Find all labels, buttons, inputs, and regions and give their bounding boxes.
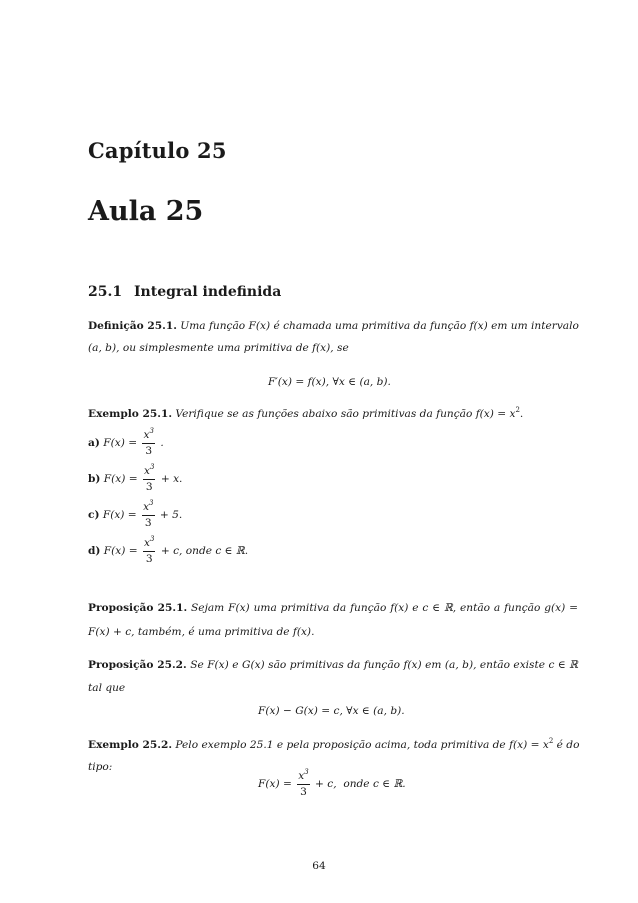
frac-num-sup: 3 [304, 768, 309, 776]
item-label: d) [88, 545, 101, 558]
example2-line2: tipo: [88, 761, 113, 773]
frac-denominator: 3 [300, 785, 307, 798]
prop2-line1 [88, 654, 578, 676]
example1-text-sup: 2 [515, 406, 520, 414]
lesson-title: Aula 25 [88, 196, 204, 227]
example2-line1 [88, 734, 578, 756]
prop1-line1 [88, 597, 578, 619]
frac-numerator: x [143, 429, 150, 441]
item-fraction [142, 499, 154, 529]
example1-item-b [88, 463, 183, 493]
page-number: 64 [312, 860, 326, 872]
item-lhs: F(x) = [102, 509, 137, 522]
frac-numerator: x [144, 537, 150, 549]
example2-sup: 2 [548, 737, 554, 745]
frac-numerator: x [298, 770, 305, 782]
example2-text1: Pelo exemplo 25.1 e pela proposição acima, toda primitiva de f(x) = x [175, 739, 549, 751]
example1-text: Verifique se as funções abaixo são primitivas da função f(x) = x [175, 408, 516, 420]
item-rest: + c, onde c ∈ ℝ. [160, 545, 249, 558]
item-fraction [143, 463, 155, 493]
prop1-label: Proposição 25.1. [88, 602, 188, 614]
example1-item-c [88, 499, 183, 529]
example1-item-a [88, 427, 164, 457]
formula-fraction [297, 768, 309, 798]
frac-num-sup: 3 [150, 463, 155, 471]
frac-denominator: 3 [145, 444, 153, 457]
definition-line2: (a, b), ou simplesmente uma primitiva de f(x), se [88, 342, 349, 354]
frac-denominator: 3 [145, 480, 153, 493]
item-lhs: F(x) = [103, 545, 138, 558]
item-fraction [143, 535, 155, 565]
item-rest: + x. [160, 473, 183, 486]
prop2-text1: Se F(x) e G(x) são primitivas da função f(x) em (a, b), então existe c ∈ ℝ [190, 659, 578, 671]
item-rest: + 5. [159, 509, 183, 522]
definition-text1: Uma função F(x) é chamada uma primitiva da função f(x) em um intervalo [180, 320, 579, 332]
item-label: c) [88, 509, 100, 522]
definition-formula: F′(x) = f(x), ∀x ∈ (a, b). [268, 376, 391, 388]
formula-lhs: F(x) = [258, 778, 292, 791]
frac-num-sup: 3 [149, 427, 154, 435]
item-lhs: F(x) = [103, 437, 138, 450]
item-lhs: F(x) = [103, 473, 138, 486]
section-title: Integral indefinida [134, 284, 282, 300]
item-fraction [142, 427, 154, 457]
prop1-text1: Sejam F(x) uma primitiva da função f(x) e c ∈ ℝ, então a função g(x) = [191, 602, 578, 614]
item-label: a) [88, 437, 100, 450]
prop2-label: Proposição 25.2. [88, 659, 187, 671]
frac-denominator: 3 [144, 516, 152, 529]
section-heading [88, 284, 281, 300]
example2-text1-end: é do [553, 739, 580, 751]
example1-text-end: . [519, 408, 524, 420]
definition-line1 [88, 315, 578, 337]
prop2-line2: tal que [88, 682, 126, 694]
frac-numerator: x [143, 501, 150, 513]
formula-rest: + c, onde c ∈ ℝ. [315, 778, 406, 791]
frac-numerator: x [144, 465, 150, 477]
example2-formula [258, 768, 406, 798]
prop1-line2: F(x) + c, também, é uma primitiva de f(x). [88, 626, 315, 638]
example1-label: Exemplo 25.1. [88, 408, 173, 420]
prop2-formula: F(x) − G(x) = c, ∀x ∈ (a, b). [258, 705, 405, 717]
example2-label: Exemplo 25.2. [88, 739, 173, 751]
frac-num-sup: 3 [149, 499, 154, 507]
frac-denominator: 3 [145, 552, 153, 565]
section-number: 25.1 [88, 284, 123, 300]
chapter-title: Capítulo 25 [88, 138, 227, 163]
example1-intro [88, 403, 523, 425]
example1-item-d [88, 535, 249, 565]
definition-label: Definição 25.1. [88, 320, 177, 332]
frac-num-sup: 3 [150, 535, 155, 543]
item-label: b) [88, 473, 101, 486]
item-rest: . [160, 437, 164, 450]
